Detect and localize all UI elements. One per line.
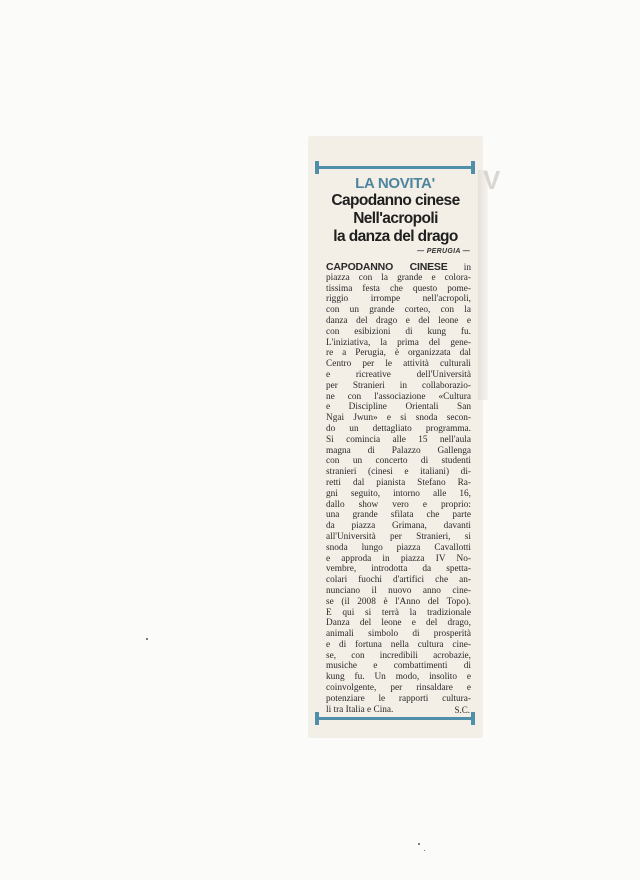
body-line: piazza con la grande e colora- — [326, 272, 471, 283]
body-line: se, con incredibili acrobazie, — [326, 650, 471, 661]
body-line: stranieri (cinesi e italiani) di- — [326, 467, 471, 478]
scan-speck — [146, 638, 148, 640]
body-line: magna di Palazzo Gallenga — [326, 445, 471, 456]
bleed-through-text: V — [483, 166, 501, 195]
body-line: e di fortuna nella cultura cine- — [326, 639, 471, 650]
body-line: riggio irrompe nell'acropoli, — [326, 294, 471, 305]
body-line — [326, 262, 471, 273]
scan-speck — [418, 843, 420, 845]
body-line: con un grande corteo, con la — [326, 305, 471, 316]
lead-tail: in — [447, 263, 471, 273]
body-line: colari fuochi d'artifici che an- — [326, 575, 471, 586]
headline-line: Nell'acropoli — [353, 210, 438, 227]
headline-line: la danza del drago — [333, 228, 458, 245]
article-body — [326, 262, 471, 715]
body-line: L'iniziativa, la prima del gene- — [326, 337, 471, 348]
top-rule — [315, 166, 475, 169]
headline-line: Capodanno cinese — [331, 192, 460, 209]
headline — [318, 192, 473, 246]
body-line: dallo show vero e proprio: — [326, 499, 471, 510]
body-line: e ricreative dell'Università — [326, 369, 471, 380]
body-line: gni seguito, intorno alle 16, — [326, 488, 471, 499]
body-line: una grande sfilata che parte — [326, 510, 471, 521]
body-line: E qui si terrà la tradizionale — [326, 607, 471, 618]
body-line: potenziare le rapporti cultura- — [326, 693, 471, 704]
body-line: snoda lungo piazza Cavallotti — [326, 542, 471, 553]
kicker: LA NOVITA' — [355, 175, 435, 192]
body-line: re a Perugia, è organizzata dal — [326, 348, 471, 359]
body-line: musiche e combattimenti di — [326, 661, 471, 672]
body-line: da piazza Grimana, davanti — [326, 521, 471, 532]
body-line: e approda in piazza IV No- — [326, 553, 471, 564]
body-line: per Stranieri in collaborazio- — [326, 380, 471, 391]
body-line: vembre, introdotta da spetta- — [326, 564, 471, 575]
body-line: coinvolgente, per rinsaldare e — [326, 683, 471, 694]
body-line: Ngai Jwun» e si snoda secon- — [326, 413, 471, 424]
body-line: kung fu. Un modo, insolito e — [326, 672, 471, 683]
bottom-rule — [315, 717, 475, 720]
body-line: retti dal pianista Stefano Ra- — [326, 477, 471, 488]
body-line: li tra Italia e Cina. — [326, 704, 394, 715]
dateline: — PERUGIA — — [417, 248, 470, 255]
body-line: do un dettagliato programma. — [326, 423, 471, 434]
byline-signature: S.C. — [454, 705, 470, 715]
body-line: Centro per le attività culturali — [326, 359, 471, 370]
body-line: tissima festa che questo pome- — [326, 283, 471, 294]
body-line: danza del drago e del leone e — [326, 315, 471, 326]
body-line: animali simbolo di prosperità — [326, 629, 471, 640]
body-line: ne con l'associazione «Cultura — [326, 391, 471, 402]
body-line: se (il 2008 è l'Anno del Topo). — [326, 596, 471, 607]
body-line: con un concerto di studenti — [326, 456, 471, 467]
body-line: Si comincia alle 15 nell'aula — [326, 434, 471, 445]
scan-speck — [424, 850, 425, 851]
lead-in: CAPODANNO CINESE — [326, 262, 448, 273]
body-line: e Discipline Orientali San — [326, 402, 471, 413]
body-line: Danza del leone e del drago, — [326, 618, 471, 629]
body-line: nunciano il nuovo anno cine- — [326, 585, 471, 596]
body-line: con esibizioni di kung fu. — [326, 326, 471, 337]
body-line: all'Università per Stranieri, si — [326, 531, 471, 542]
